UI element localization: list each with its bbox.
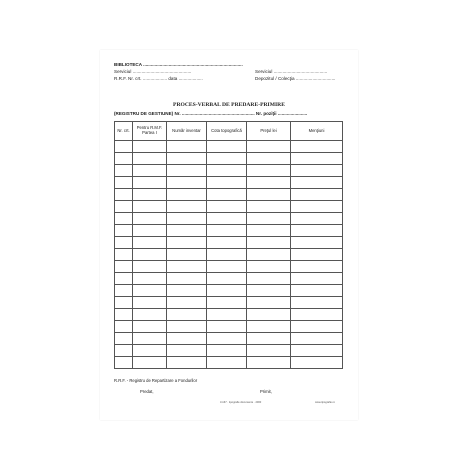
registru-line: (REGISTRU DE GESTIUNE) Nr. ......................................................... Nr. poziţii ....................... [114,111,308,116]
table-cell [291,165,343,177]
table-row [115,165,343,177]
table-cell [247,261,291,273]
table-cell [247,297,291,309]
table-cell [133,273,167,285]
table-row [115,153,343,165]
table-header-row [115,122,343,141]
table-cell [291,345,343,357]
table-cell [167,141,207,153]
table-cell [115,285,133,297]
table-cell [115,345,133,357]
table-row [115,357,343,369]
table-cell [167,285,207,297]
table-row [115,213,343,225]
table-cell [115,201,133,213]
table-row [115,297,343,309]
rrf-field: R.R.F. Nr. crt. ................... data ................... [114,76,203,81]
table-cell [247,249,291,261]
table-cell [291,357,343,369]
footer-note: R.R.F. - Registru de Repartizare a Fondurilor [114,378,198,383]
table-cell [133,309,167,321]
table-cell [291,141,343,153]
table-row [115,345,343,357]
table-cell [247,309,291,321]
table-cell [207,153,247,165]
table-row [115,225,343,237]
table-cell [133,249,167,261]
table-cell [207,213,247,225]
table-cell [167,165,207,177]
table-cell [247,141,291,153]
table-row [115,141,343,153]
table-cell [115,165,133,177]
table-cell [133,153,167,165]
table-cell [133,165,167,177]
table-cell [167,153,207,165]
table-cell [133,261,167,273]
table-row [115,321,343,333]
document-page [100,50,358,420]
table-cell [247,321,291,333]
col-header: Preţul lei [247,122,291,141]
table-cell [291,237,343,249]
table-cell [207,273,247,285]
table-cell [133,225,167,237]
table-row [115,273,343,285]
table-row [115,309,343,321]
table-row [115,177,343,189]
table-cell [167,225,207,237]
table-cell [247,345,291,357]
biblioteca-field: BIBLIOTECA .............................................................................. [114,62,243,67]
table-cell [247,285,291,297]
table-cell [291,273,343,285]
table-cell [207,189,247,201]
col-header: Pentru R.M.F. Partea I [133,122,167,141]
table-cell [133,297,167,309]
col-header: Menţiuni [291,122,343,141]
table-cell [115,333,133,345]
depozitul-field: Depozitul / Colecţia ............................... [255,76,336,81]
table-cell [115,273,133,285]
table-cell [167,309,207,321]
table-cell [207,141,247,153]
table-cell [115,297,133,309]
records-table [114,121,343,369]
table-cell [115,309,133,321]
table-cell [133,237,167,249]
table-cell [207,309,247,321]
table-cell [115,141,133,153]
table-cell [167,273,207,285]
table-cell [247,201,291,213]
table-cell [115,177,133,189]
table-cell [133,141,167,153]
table-cell [167,201,207,213]
table-cell [133,333,167,345]
document-title: PROCES-VERBAL DE PREDARE-PRIMIRE [173,102,285,108]
table-cell [291,189,343,201]
table-cell [115,237,133,249]
table-cell [167,213,207,225]
table-cell [247,165,291,177]
table-cell [291,333,343,345]
table-cell [167,189,207,201]
table-cell [291,249,343,261]
table-cell [247,153,291,165]
table-cell [291,261,343,273]
website: www.tipografie.ro [315,401,335,404]
table-cell [207,165,247,177]
table-cell [167,357,207,369]
table-cell [291,297,343,309]
table-cell [167,261,207,273]
table-cell [133,177,167,189]
table-cell [115,321,133,333]
table-cell [167,177,207,189]
table-row [115,189,343,201]
table-cell [207,285,247,297]
col-header: Număr inventar [167,122,207,141]
table-cell [115,225,133,237]
table-cell [115,153,133,165]
table-cell [133,189,167,201]
table-cell [133,285,167,297]
table-cell [291,201,343,213]
table-cell [291,285,343,297]
col-header: Nr. crt. [115,122,133,141]
table-cell [291,177,343,189]
table-cell [115,189,133,201]
print-code: 3-167 · tipografie documente · 2000 [220,401,262,404]
table-cell [247,273,291,285]
table-cell [247,333,291,345]
table-cell [133,345,167,357]
table-cell [291,153,343,165]
table-cell [291,213,343,225]
table-cell [207,345,247,357]
table-row [115,237,343,249]
table-cell [207,201,247,213]
table-cell [207,177,247,189]
serviciul-right-field: Serviciul .......................................... [255,69,328,74]
table-row [115,333,343,345]
table-body [115,141,343,369]
table-cell [133,357,167,369]
table-cell [115,261,133,273]
table-cell [115,357,133,369]
table-cell [291,309,343,321]
serviciul-left-field: Serviciul .............................................. [114,69,192,74]
table-cell [167,333,207,345]
table-cell [247,357,291,369]
table-cell [167,321,207,333]
table-cell [247,237,291,249]
table-cell [247,225,291,237]
table-cell [247,189,291,201]
table-cell [207,261,247,273]
table-row [115,249,343,261]
table-row [115,261,343,273]
table-cell [207,225,247,237]
table-cell [133,321,167,333]
table-cell [167,345,207,357]
table-row [115,285,343,297]
table-cell [207,321,247,333]
table-cell [247,177,291,189]
table-cell [291,225,343,237]
table-cell [167,297,207,309]
table-cell [167,237,207,249]
table-cell [247,213,291,225]
primit-label: Primit, [260,389,272,394]
table-cell [133,201,167,213]
col-header: Cota topografică [207,122,247,141]
table-cell [207,333,247,345]
table-cell [115,213,133,225]
table-cell [133,213,167,225]
table-cell [115,249,133,261]
table-cell [167,249,207,261]
table-cell [291,321,343,333]
table-cell [207,297,247,309]
table-cell [207,357,247,369]
table-row [115,201,343,213]
table-cell [207,237,247,249]
table-cell [207,249,247,261]
predat-label: Predat, [140,389,154,394]
